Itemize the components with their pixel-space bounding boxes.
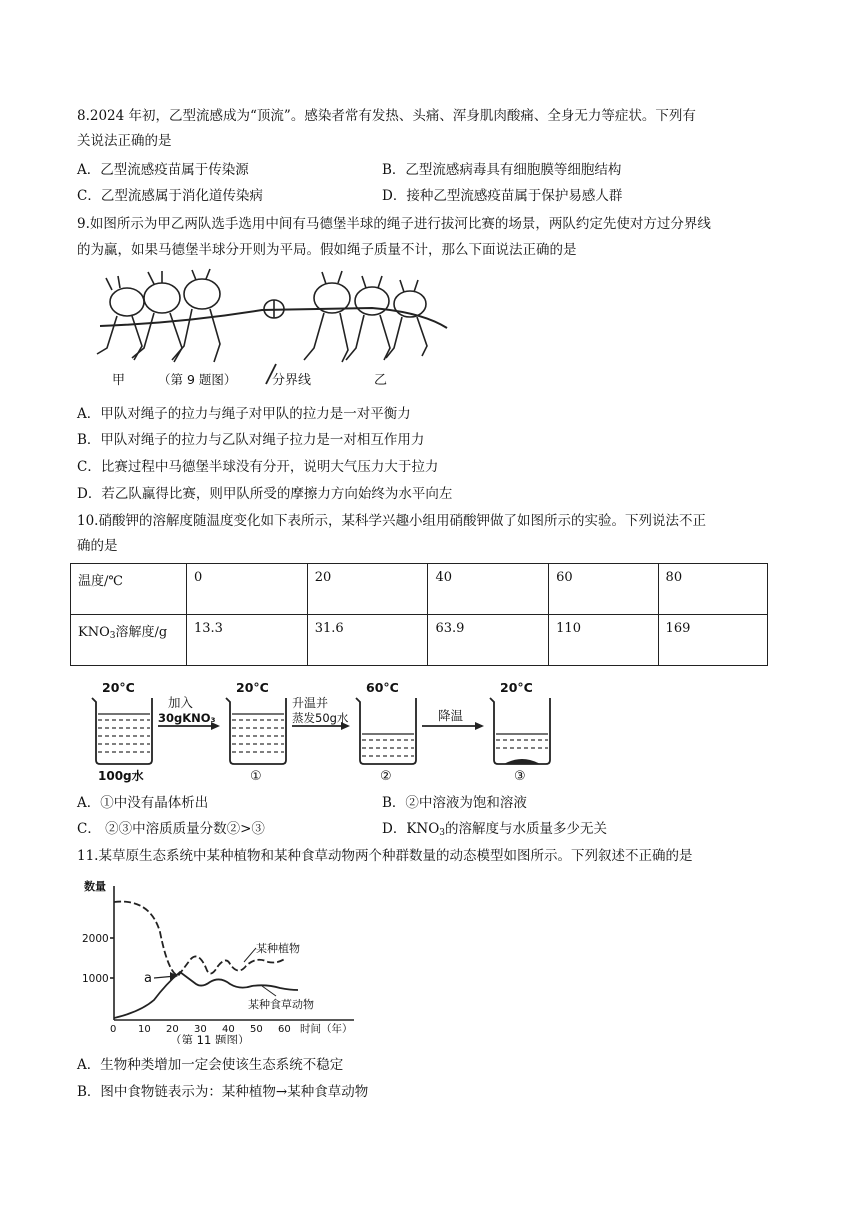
crystal-precipitate: [504, 759, 540, 764]
right-team-label: 乙: [374, 373, 388, 388]
table-row: [71, 615, 768, 666]
animal-label-leader: [262, 986, 276, 996]
table-row: [71, 564, 768, 615]
x-tick: 40: [222, 1024, 235, 1035]
x-tick: 50: [250, 1024, 263, 1035]
x-tick: 30: [194, 1024, 207, 1035]
q10-option-d: D．$KNO_3$的溶解度与水质量多少无关: [382, 821, 608, 838]
arrow2-bottom-label: 蒸发50g水: [292, 711, 349, 725]
q8-option-a: A．乙型流感疫苗属于传染源: [77, 162, 249, 178]
q8-option-d: D．接种乙型流感疫苗属于保护易感人群: [382, 188, 623, 204]
table-cell: 0: [187, 564, 308, 615]
table-header-cell: 温度/℃: [71, 564, 187, 615]
q9-figure-caption: （第 9 题图）: [158, 372, 237, 387]
beaker4-temperature: 20°C: [500, 680, 533, 695]
x-tick: 20: [166, 1024, 179, 1035]
tug-of-war-figure: [92, 268, 462, 394]
boundary-line-label: 分界线: [272, 373, 312, 388]
beaker1-temperature: 20°C: [102, 680, 135, 695]
q11-option-b: B．图中食物链表示为：某种植物→某种食草动物: [77, 1084, 369, 1100]
table-cell: 60: [549, 564, 658, 615]
q11-option-a: A．生物种类增加一定会使该生态系统不稳定: [77, 1057, 344, 1073]
herbivore-population-curve: [114, 972, 298, 1018]
y-tick-1000: 1000: [82, 973, 109, 985]
beaker-label-2: ②: [380, 769, 392, 784]
q8-stem-line1: 8.2024 年初，乙型流感成为“顶流”。感染者常有发热、头痛、浑身肌肉酸痛、全身无力等症状。下列有: [77, 108, 696, 124]
left-team-label: 甲: [112, 373, 126, 388]
table-header-cell: $KNO_3$溶解度/g: [71, 615, 187, 666]
arrow1-top-label: 加入: [168, 695, 194, 710]
q11-stem: 11.某草原生态系统中某种植物和某种食草动物两个种群数量的动态模型如图所示。下列叙述不正确的是: [77, 848, 693, 864]
table-cell: 31.6: [307, 615, 428, 666]
q8-option-b: B．乙型流感病毒具有细胞膜等细胞结构: [382, 162, 622, 178]
beaker-label-3: ③: [514, 769, 526, 784]
graph-x-label: 时间（年）: [300, 1023, 353, 1035]
table-cell: 20: [307, 564, 428, 615]
q8-option-c: C．乙型流感属于消化道传染病: [77, 188, 263, 204]
y-tick-2000: 2000: [82, 933, 109, 945]
beaker1-water-label: 100g水: [98, 769, 144, 783]
q10-stem-line2: 确的是: [77, 538, 118, 554]
table-cell: 169: [658, 615, 767, 666]
x-tick: 60: [278, 1024, 291, 1035]
solubility-table: [70, 563, 768, 666]
q9-option-c: C．比赛过程中马德堡半球没有分开，说明大气压力大于拉力: [77, 459, 439, 475]
q11-figure-caption: （第 11 题图）: [170, 1033, 250, 1044]
table-cell: 80: [658, 564, 767, 615]
arrow2-top-label: 升温并: [292, 696, 329, 710]
table-cell: 110: [549, 615, 658, 666]
q10-option-a: A．①中没有晶体析出: [77, 795, 209, 811]
q9-stem-line2: 的为赢，如果马德堡半球分开则为平局。假如绳子质量不计，那么下面说法正确的是: [77, 242, 577, 258]
table-cell: 40: [428, 564, 549, 615]
table-cell: 13.3: [187, 615, 308, 666]
q10-option-b: B．②中溶液为饱和溶液: [382, 795, 527, 811]
plant-curve-label: 某种植物: [256, 942, 300, 955]
q10-option-c: C． ②③中溶质质量分数②>③: [77, 821, 265, 837]
q9-option-d: D．若乙队赢得比赛，则甲队所受的摩擦力方向始终为水平向左: [77, 486, 453, 502]
graph-y-label: 数量: [84, 880, 106, 893]
q9-stem-line1: 9.如图所示为甲乙两队选手选用中间有马德堡半球的绳子进行拔河比赛的场景，两队约定先使对方过分界线: [77, 216, 711, 232]
x-tick: 10: [138, 1024, 151, 1035]
tug-of-war-illustration: [97, 269, 447, 384]
beaker-label-1: ①: [250, 769, 262, 784]
population-graph: [80, 872, 370, 1044]
point-a-label: a: [144, 971, 152, 986]
beaker2-temperature: 20°C: [236, 680, 269, 695]
q10-stem-line1: 10.硝酸钾的溶解度随温度变化如下表所示，某科学兴趣小组用硝酸钾做了如图所示的实验。下列说法不正: [77, 513, 706, 529]
x-tick: 0: [110, 1024, 117, 1035]
q8-stem-line2: 关说法正确的是: [77, 133, 172, 149]
arrow3-label: 降温: [438, 708, 464, 723]
animal-curve-label: 某种食草动物: [248, 998, 314, 1011]
experiment-figure: [80, 676, 570, 784]
q9-option-b: B．甲队对绳子的拉力与乙队对绳子拉力是一对相互作用力: [77, 432, 425, 448]
plant-population-curve: [114, 902, 286, 976]
table-cell: 63.9: [428, 615, 549, 666]
arrow1-bottom-label: 30gKNO₃: [158, 711, 216, 725]
beaker3-temperature: 60°C: [366, 680, 399, 695]
graph-axes: [110, 886, 354, 1020]
q9-option-a: A．甲队对绳子的拉力与绳子对甲队的拉力是一对平衡力: [77, 406, 411, 422]
